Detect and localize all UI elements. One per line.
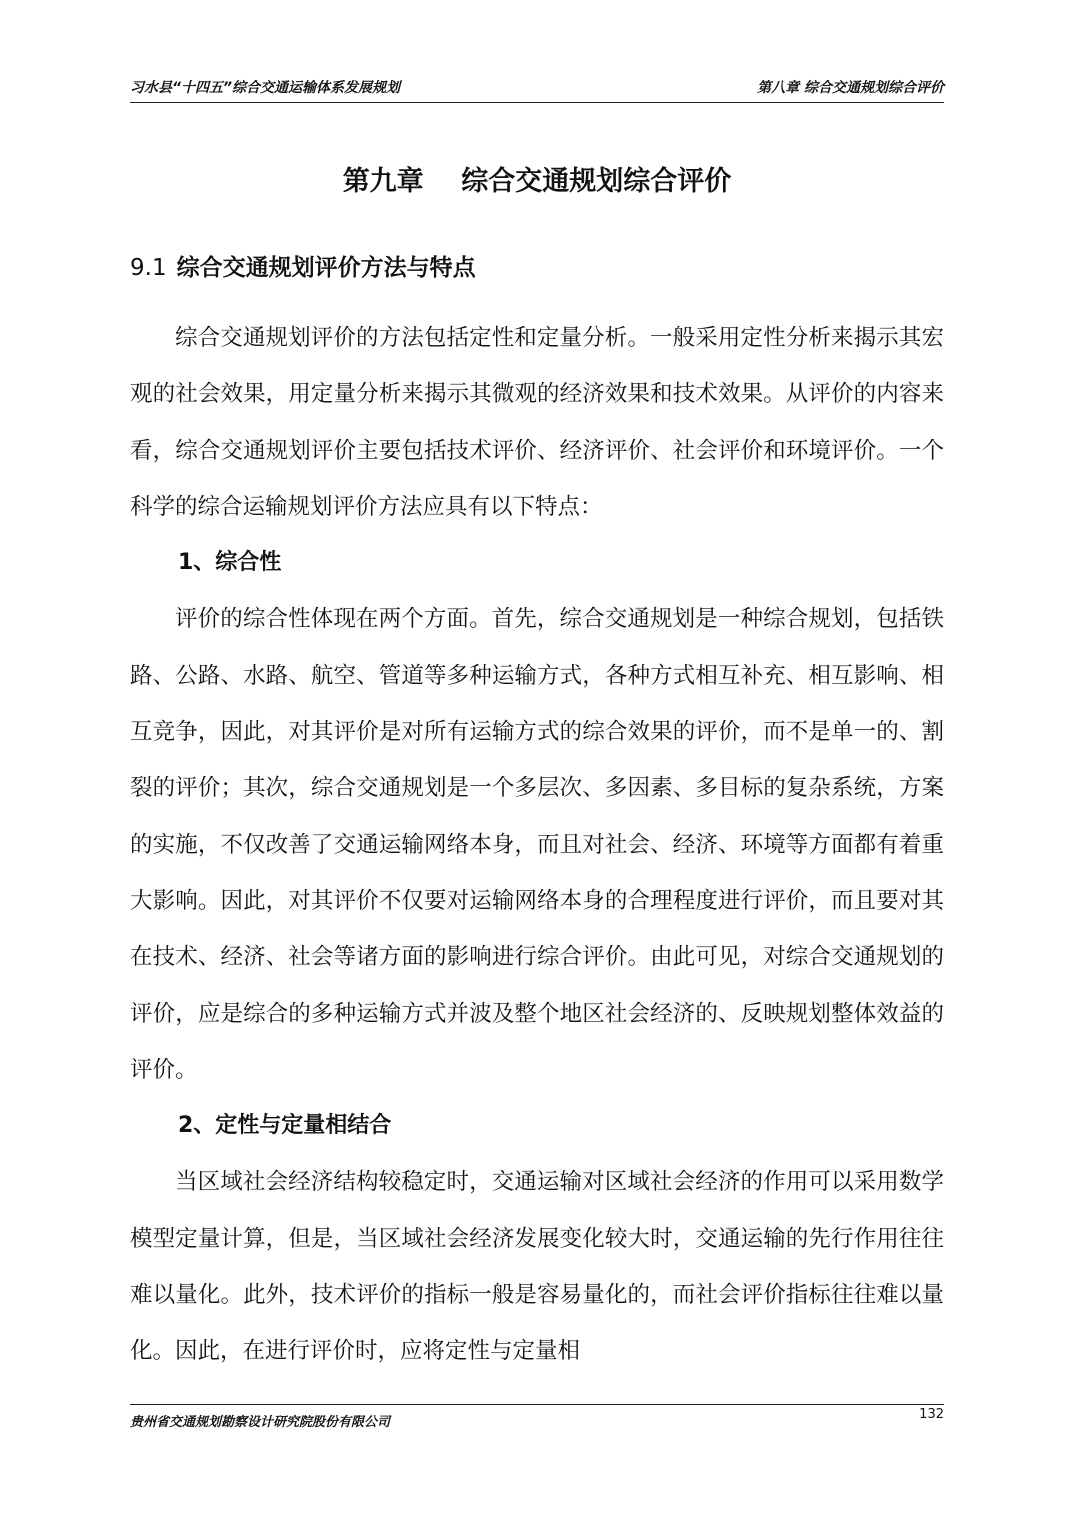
- point2-paragraph: 当区域社会经济结构较稳定时，交通运输对区域社会经济的作用可以采用数学模型定量计算，但是，当区域社会经济发展变化较大时，交通运输的先行作用往往难以量化。此外，技术评价的指标一般是容易量化的，而社会评价指标往往难以量化。因此，在进行评价时，应将定性与定量相: [130, 1169, 944, 1365]
- section-heading: [130, 250, 476, 286]
- section-title: 综合交通规划评价方法与特点: [176, 255, 476, 281]
- point1-heading: 1、综合性: [178, 550, 282, 576]
- footer-organization: 贵州省交通规划勘察设计研究院股份有限公司: [130, 1415, 391, 1430]
- running-header: [130, 78, 944, 103]
- body-content: [130, 310, 944, 1380]
- page-number: 132: [919, 1407, 944, 1422]
- running-footer: [130, 1404, 944, 1431]
- header-chapter-title: 第八章 综合交通规划综合评价: [757, 80, 944, 96]
- point2-heading: 2、定性与定量相结合: [178, 1113, 392, 1139]
- chapter-title: 第九章 综合交通规划综合评价: [342, 166, 732, 197]
- header-document-title: 习水县“十四五”综合交通运输体系发展规划: [130, 80, 401, 96]
- section-number: 9.1: [130, 255, 167, 281]
- intro-paragraph: 综合交通规划评价的方法包括定性和定量分析。一般采用定性分析来揭示其宏观的社会效果，用定量分析来揭示其微观的经济效果和技术效果。从评价的内容来看，综合交通规划评价主要包括技术评价、经济评价、社会评价和环境评价。一个科学的综合运输规划评价方法应具有以下特点：: [130, 325, 944, 520]
- point1-paragraph: 评价的综合性体现在两个方面。首先，综合交通规划是一种综合规划，包括铁路、公路、水路、航空、管道等多种运输方式，各种方式相互补充、相互影响、相互竞争，因此，对其评价是对所有运输方式的综合效果的评价，而不是单一的、割裂的评价；其次，综合交通规划是一个多层次、多因素、多目标的复杂系统，方案的实施，不仅改善了交通运输网络本身，而且对社会、经济、环境等方面都有着重大影响。因此，对其评价不仅要对运输网络本身的合理程度进行评价，而且要对其在技术、经济、社会等诸方面的影响进行综合评价。由此可见，对综合交通规划的评价，应是综合的多种运输方式并波及整个地区社会经济的、反映规划整体效益的评价。: [130, 606, 944, 1083]
